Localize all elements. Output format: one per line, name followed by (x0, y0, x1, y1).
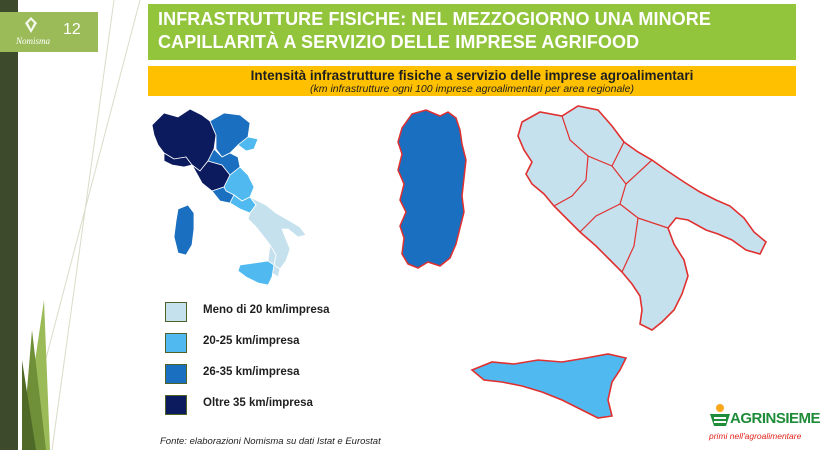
legend-item (165, 395, 365, 417)
sardegna-map (382, 108, 472, 273)
legend-item (165, 364, 365, 386)
nomisma-logo (0, 12, 98, 52)
brand-tagline: primi nell'agroalimentare (709, 431, 802, 441)
legend-swatch (165, 333, 187, 353)
logo-text: Nomisma (16, 36, 51, 46)
legend-item (165, 302, 365, 324)
title-banner (148, 4, 796, 60)
legend-label: Oltre 35 km/impresa (203, 397, 313, 409)
legend-swatch (165, 302, 187, 322)
brand-name: AGRINSIEME (730, 410, 820, 427)
agrinsieme-emblem-icon (708, 402, 732, 428)
region-north-east (210, 113, 250, 157)
slide-title: INFRASTRUTTURE FISICHE: NEL MEZZOGIORNO UNA MINORE CAPILLARITÀ A SERVIZIO DELLE IMPRESE AGRIFOOD (158, 9, 711, 52)
legend-label: Meno di 20 km/impresa (203, 304, 330, 316)
agrinsieme-logo (708, 400, 820, 446)
legend-label: 20-25 km/impresa (203, 335, 300, 347)
chart-note: (km infrastrutture ogni 100 imprese agroalimentari per area regionale) (310, 83, 634, 95)
italy-map (150, 105, 310, 295)
legend-swatch (165, 364, 187, 384)
sidebar-bar (0, 0, 18, 450)
region-sardegna (174, 205, 194, 255)
source-note: Fonte: elaborazioni Nomisma su dati Istat e Eurostat (160, 436, 381, 447)
region-south-mainland (248, 197, 306, 269)
slide-number: 12 (63, 21, 81, 38)
chart-subtitle: Intensità infrastrutture fisiche a servizio delle imprese agroalimentari (250, 68, 694, 83)
legend-swatch (165, 395, 187, 415)
decorative-lines (22, 0, 152, 450)
region-sicilia (238, 261, 274, 285)
subtitle-banner (148, 66, 796, 96)
legend-item (165, 333, 365, 355)
diamond-icon (24, 16, 38, 34)
south-italy-map (462, 100, 800, 430)
legend-label: 26-35 km/impresa (203, 366, 300, 378)
